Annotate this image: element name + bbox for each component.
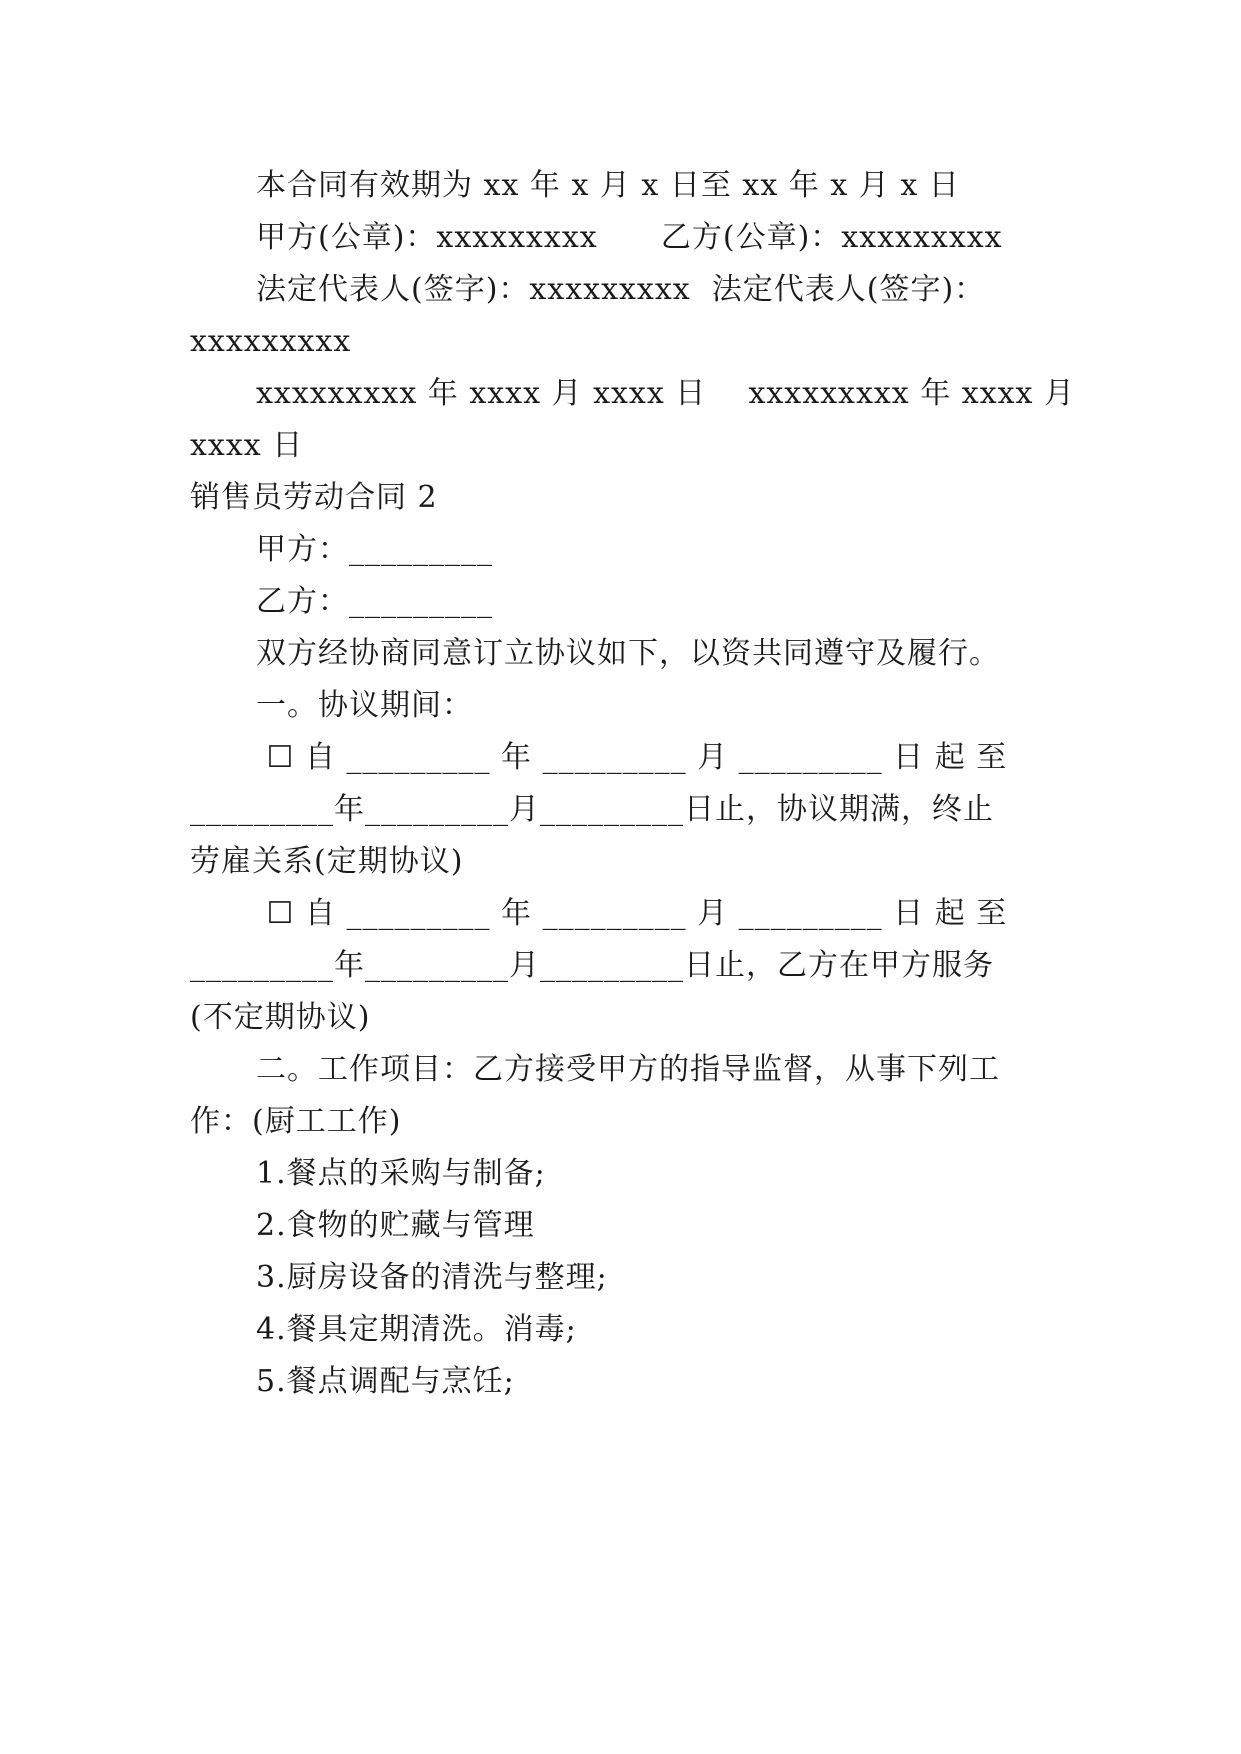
signing-date-line: xxxxxxxxx 年 xxxx 月 xxxx 日 xxxxxxxxx 年 xxxx 月 <box>256 376 1076 411</box>
clause-two-title: 二。工作项目：乙方接受甲方的指导监督，从事下列工 <box>256 1052 1000 1087</box>
duty-item-1: 1.餐点的采购与制备; <box>256 1156 546 1191</box>
validity-period-line: 本合同有效期为 xx 年 x 月 x 日至 xx 年 x 月 x 日 <box>256 168 960 203</box>
agreement-intro: 双方经协商同意订立协议如下，以资共同遵守及履行。 <box>256 636 1000 671</box>
fixed-term-option-continuation: _________年_________月_________日止，协议期满，终止 <box>190 792 994 827</box>
clause-two-continuation: 作：(厨工工作) <box>190 1104 402 1139</box>
legal-representative-continuation: xxxxxxxxx <box>190 324 352 359</box>
open-term-option-line: ☐ 自 _________ 年 _________ 月 _________ 日 起 至 <box>256 896 1008 931</box>
clause-one-title: 一。协议期间： <box>256 688 473 723</box>
fixed-term-option-line: ☐ 自 _________ 年 _________ 月 _________ 日 起 至 <box>256 740 1008 775</box>
duty-item-3: 3.厨房设备的清洗与整理; <box>256 1260 608 1295</box>
duty-item-5: 5.餐点调配与烹饪; <box>256 1364 515 1399</box>
section-heading: 销售员劳动合同 2 <box>190 480 438 515</box>
open-term-option-continuation: _________年_________月_________日止，乙方在甲方服务 <box>190 948 994 983</box>
signing-date-continuation: xxxx 日 <box>190 428 304 463</box>
party-b-line: 乙方：_________ <box>256 584 493 619</box>
duty-item-2: 2.食物的贮藏与管理 <box>256 1208 535 1243</box>
party-seal-line: 甲方(公章)：xxxxxxxxx 乙方(公章)：xxxxxxxxx <box>256 220 1003 255</box>
party-a-line: 甲方：_________ <box>256 532 493 567</box>
fixed-term-option-note: 劳雇关系(定期协议) <box>190 844 464 879</box>
legal-representative-line: 法定代表人(签字)：xxxxxxxxx 法定代表人(签字)： <box>256 272 986 307</box>
duty-item-4: 4.餐具定期清洗。消毒; <box>256 1312 577 1347</box>
open-term-option-note: (不定期协议) <box>190 1000 371 1035</box>
